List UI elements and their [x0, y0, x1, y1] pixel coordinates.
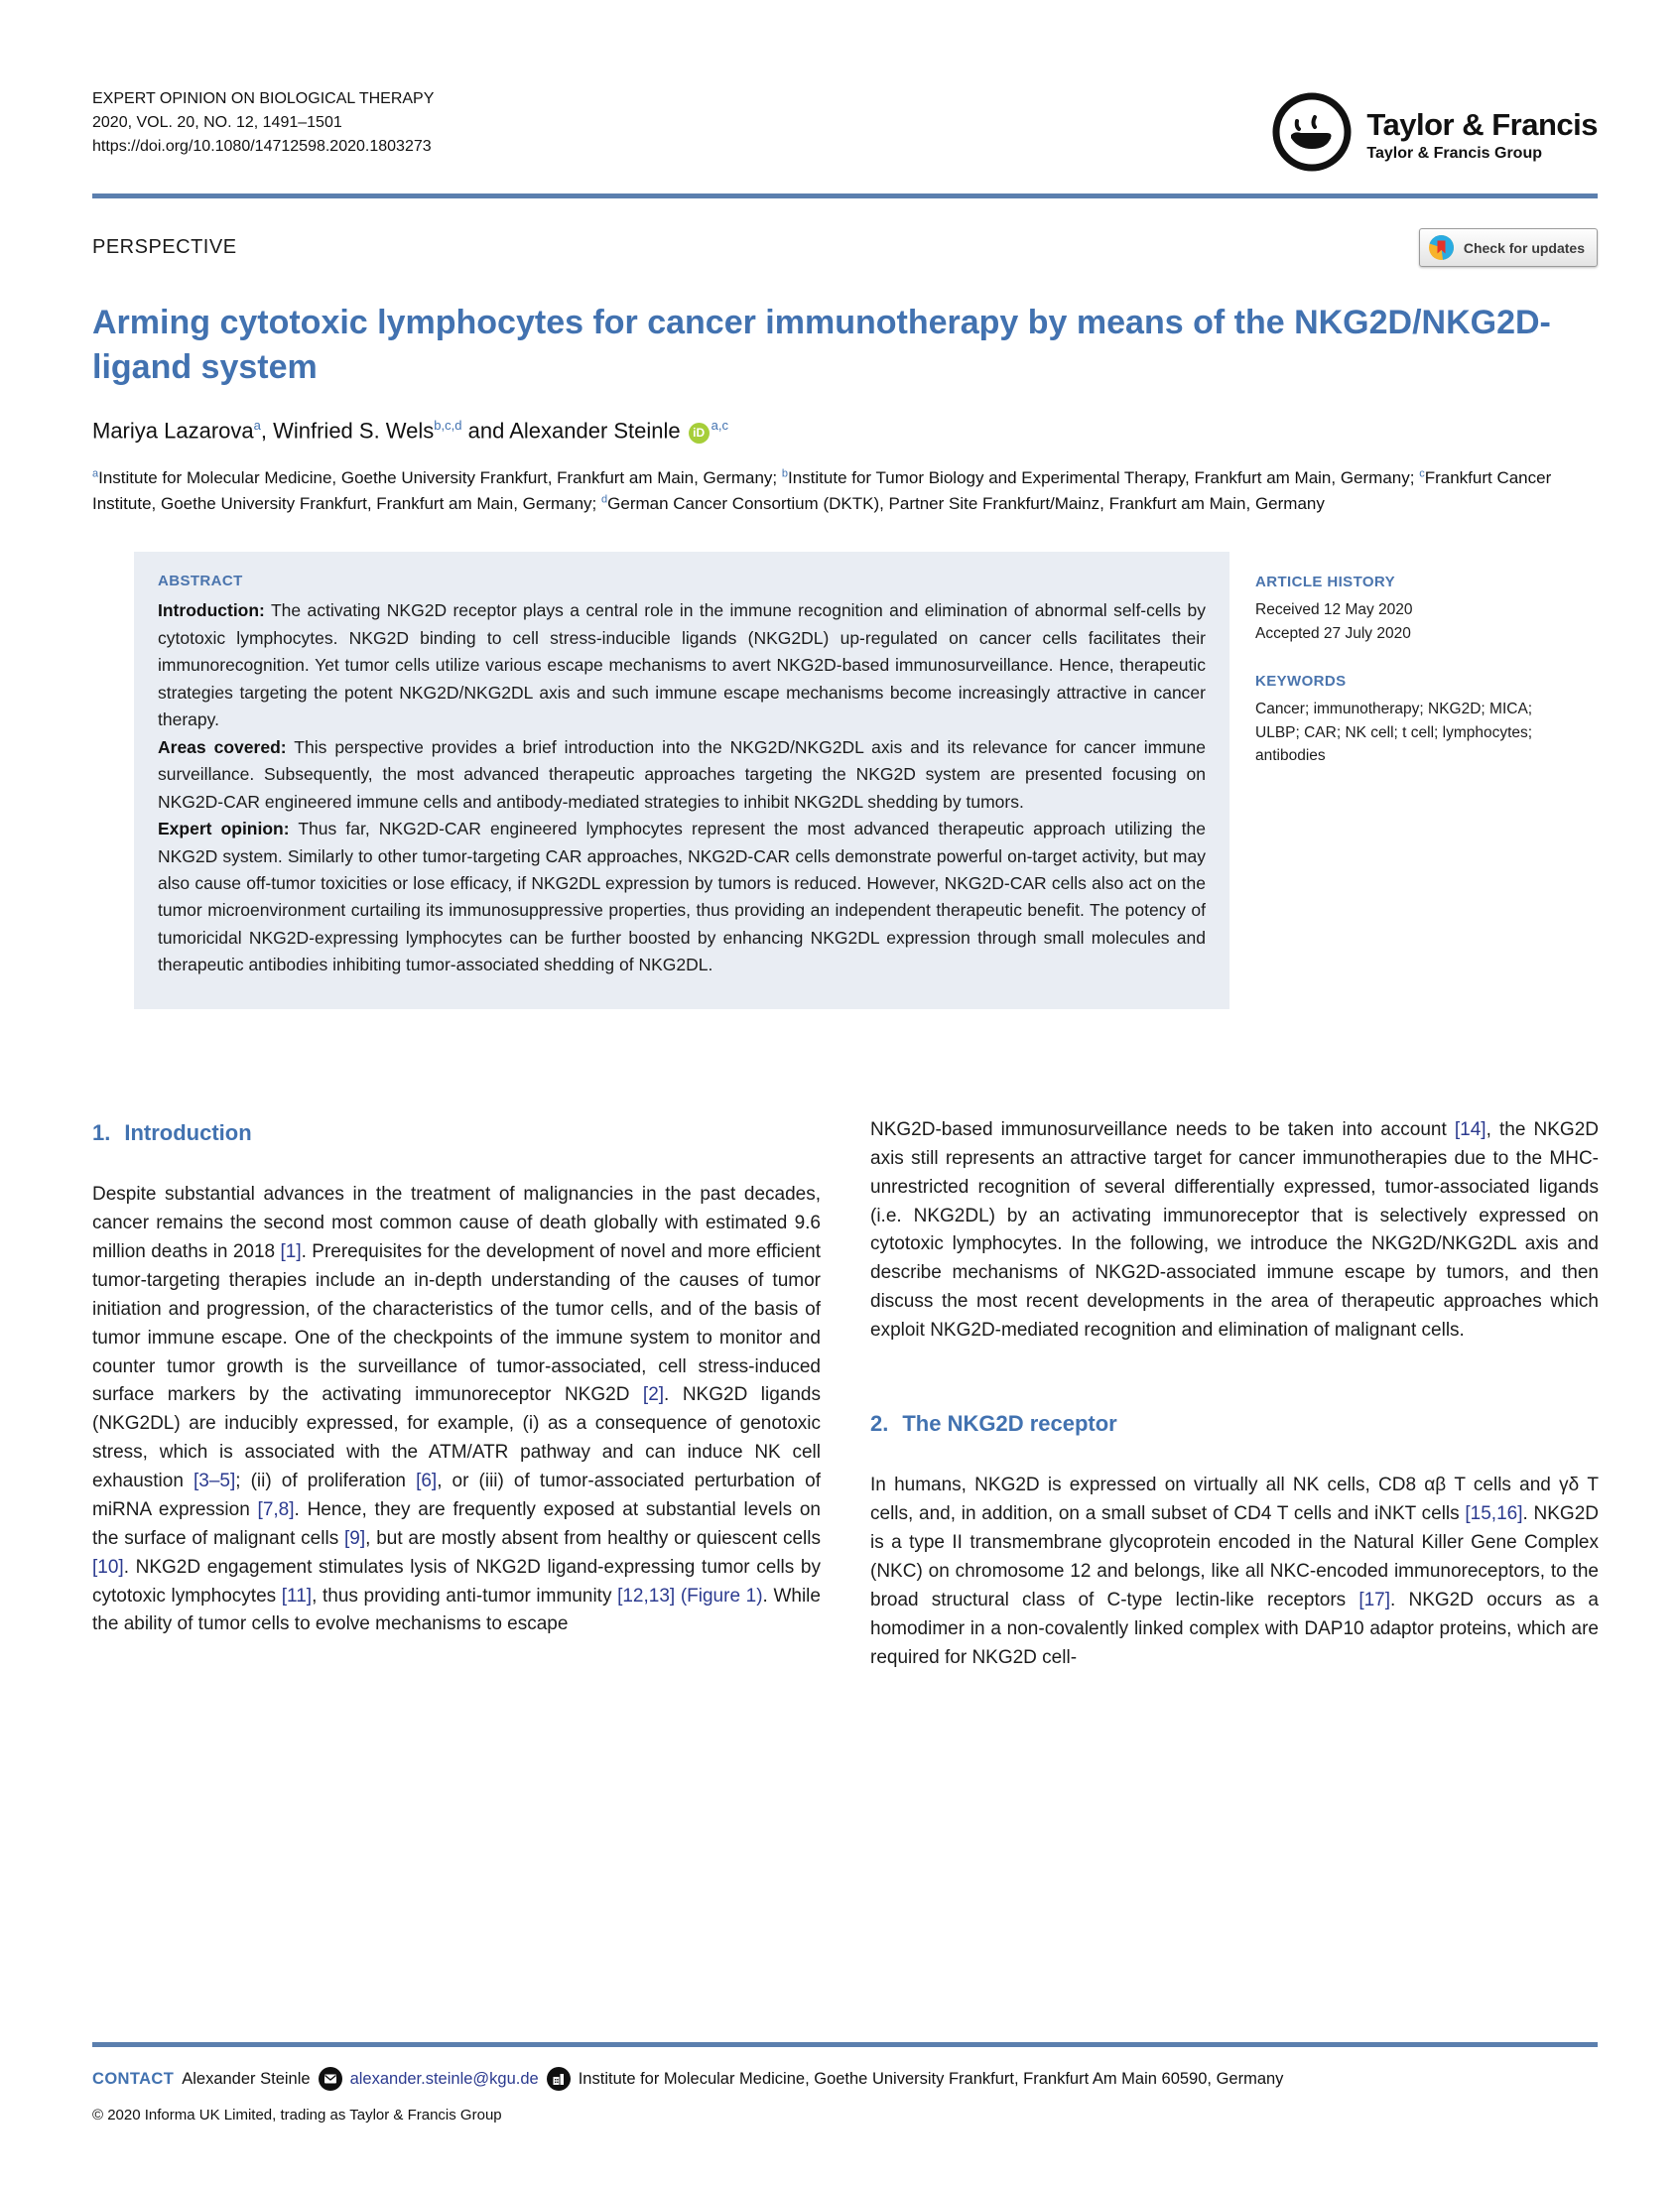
section-2-title: The NKG2D receptor: [902, 1410, 1117, 1436]
affiliation-sup: a: [92, 467, 99, 480]
right-column: [870, 1116, 1599, 1673]
publisher-wordmark: [1366, 107, 1598, 163]
abstract-paragraph: Expert opinion: Thus far, NKG2D-CAR engineered lymphocytes represent the most advanced therapeutic approach utilizing the NKG2D system. Similarly to other tumor-targeting CAR approaches, NKG2D-CAR cells demonstrate powerful on-target activity, but may also cause off-tumor toxicities or lose efficacy, if NKG2DL expression by tumors is reduced. However, NKG2D-CAR cells also act on the tumor microenvironment curtailing its immunosuppressive properties, thus providing an independent therapeutic benefit. The potency of tumoricidal NKG2D-expressing lymphocytes can be further boosted by enhancing NKG2DL expression through small molecules and therapeutic antibodies inhibiting tumor-associated shedding of NKG2DL.: [158, 819, 1207, 975]
email-icon: [319, 2067, 342, 2091]
page-header: [92, 87, 1598, 178]
citation-link[interactable]: [15,16]: [1465, 1503, 1523, 1525]
keywords-list: Cancer; immunotherapy; NKG2D; MICA; ULBP; CAR; NK cell; t cell; lymphocytes; antibodies: [1255, 701, 1533, 764]
taylor-francis-logo-icon: [1271, 91, 1353, 178]
contact-label: CONTACT: [92, 2069, 175, 2088]
doi-link[interactable]: https://doi.org/10.1080/14712598.2020.1803273: [92, 138, 432, 155]
section-2-paragraph: In humans, NKG2D is expressed on virtually all NK cells, CD8 αβ T cells and γδ T cells, and, in addition, on a small subset of CD4 T cells and iNKT cells [15,16]. NKG2D is a type II transmembrane glycoprotein encoded in the Natural Killer Gene Complex (NKC) on chromosome 12 and belongs, like all NKC-encoded immunoreceptors, to the broad structural class of C-type lectin-like receptors [17]. NKG2D occurs as a homodimer in a non-covalently linked complex with DAP10 adaptor proteins, which are required for NKG2D cell-: [870, 1475, 1599, 1668]
citation-link[interactable]: [17]: [1358, 1589, 1391, 1610]
left-column: [92, 1116, 821, 1673]
page-footer: [92, 2042, 1598, 2124]
contact-address: Institute for Molecular Medicine, Goethe University Frankfurt, Frankfurt Am Main 60590, Germany: [578, 2069, 1284, 2088]
keywords-block: [1255, 671, 1553, 767]
citation-link[interactable]: [7,8]: [257, 1498, 295, 1520]
contact-email-link[interactable]: alexander.steinle@kgu.de: [349, 2069, 539, 2088]
contact-name: Alexander Steinle: [182, 2069, 311, 2088]
column-spacer: [870, 1346, 1599, 1407]
affiliation-sup: d: [601, 493, 608, 506]
publisher-name: Taylor & Francis: [1366, 106, 1598, 142]
author-affiliation-sup: a: [253, 417, 261, 433]
article-info-sidebar: [1255, 552, 1553, 1009]
article-type-label: PERSPECTIVE: [92, 236, 237, 258]
citation-link[interactable]: [14]: [1454, 1118, 1486, 1140]
journal-title: EXPERT OPINION ON BIOLOGICAL THERAPY: [92, 90, 435, 107]
section-2-heading: [870, 1407, 1599, 1440]
orcid-icon[interactable]: iD: [689, 423, 710, 444]
article-title: Arming cytotoxic lymphocytes for cancer immunotherapy by means of the NKG2D/NKG2D-ligand system: [92, 304, 1551, 386]
section-1-title: Introduction: [124, 1119, 252, 1145]
citation-link[interactable]: [10]: [92, 1556, 124, 1578]
citation-link[interactable]: (Figure 1): [680, 1585, 763, 1607]
check-for-updates-button[interactable]: [1419, 228, 1598, 267]
accepted-date: Accepted 27 July 2020: [1255, 624, 1411, 642]
copyright-notice: © 2020 Informa UK Limited, trading as Taylor & Francis Group: [92, 2107, 502, 2124]
abstract-box: [134, 552, 1229, 1009]
citation-link[interactable]: [2]: [642, 1384, 665, 1406]
check-for-updates-label: Check for updates: [1463, 239, 1585, 256]
crossmark-icon: [1428, 234, 1455, 261]
citation-link[interactable]: [11]: [281, 1585, 313, 1607]
citation-link[interactable]: [3–5]: [193, 1471, 236, 1492]
contact-line: [92, 2067, 1598, 2091]
author-name: Mariya Lazarova: [92, 418, 254, 444]
citation-link[interactable]: [6]: [416, 1471, 438, 1492]
footer-divider: [92, 2042, 1598, 2047]
author-line: Mariya Lazarova$^a$, Winfried S. Wels$^{b,c,d}$ and Alexander Steinle iD$^{a,c}$: [92, 417, 728, 444]
publisher-group: Taylor & Francis Group: [1366, 144, 1542, 162]
building-icon: [547, 2067, 571, 2091]
abstract-paragraphs: [158, 597, 1206, 979]
journal-issue: 2020, VOL. 20, NO. 12, 1491–1501: [92, 114, 342, 131]
section-1-paragraph: Despite substantial advances in the treatment of malignancies in the past decades, cancer remains the second most common cause of death globally with estimated 9.6 million deaths in 2018 [1]. Prerequisites for the development of novel and more efficient tumor-targeting therapies include an in-depth understanding of the causes of tumor initiation and progression, of the characteristics of the tumor cells, and of the basis of tumor immune escape. One of the checkpoints of the immune system to monitor and counter tumor growth is the surveillance of tumor-associated, cell stress-induced surface markers by the activating immunoreceptor NKG2D [2]. NKG2D ligands (NKG2DL) are inducibly expressed, for example, (i) as a consequence of genotoxic stress, which is associated with the ATM/ATR pathway and can induce NK cell exhaustion [3–5]; (ii) of proliferation [6], or (iii) of tumor-associated perturbation of miRNA expression [7,8]. Hence, they are frequently exposed at substantial levels on the surface of malignant cells [9], but are mostly absent from healthy or quiescent cells [10]. NKG2D engagement stimulates lysis of NKG2D ligand-expressing tumor cells by cytotoxic lymphocytes [11], thus providing anti-tumor immunity [12,13] (Figure 1). While the ability of tumor cells to evolve mechanisms to escape: [92, 1184, 821, 1635]
header-divider: [92, 193, 1598, 198]
received-date: Received 12 May 2020: [1255, 601, 1413, 619]
section-2-number: 2.: [870, 1410, 889, 1436]
abstract-heading: ABSTRACT: [158, 572, 243, 589]
citation-link[interactable]: [12,13]: [617, 1585, 676, 1607]
section-1-number: 1.: [92, 1119, 111, 1145]
affiliation-sup: c: [1419, 467, 1425, 480]
publisher-brand: [1271, 91, 1598, 178]
section-1-heading: [92, 1116, 821, 1149]
abstract-paragraph: Areas covered: This perspective provides a brief introduction into the NKG2D/NKG2DL axis and its relevance for cancer immune surveillance. Subsequently, the most advanced therapeutic approaches targeting the NKG2D system are presented focusing on NKG2D-CAR engineered immune cells and antibody-mediated strategies to inhibit NKG2DL shedding by tumors.: [158, 736, 1206, 812]
citation-link[interactable]: [9]: [344, 1527, 366, 1549]
affiliations: $^a$Institute for Molecular Medicine, Goethe University Frankfurt, Frankfurt am Main, Germany; $^b$Institute for Tumor Biology and Experimental Therapy, Frankfurt am Main, Germany; $^c$Frankfurt Cancer Institute, Goethe University Frankfurt, Frankfurt am Main, Germany; $^d$German Cancer Consortium (DKTK), Partner Site Frankfurt/Mainz, Frankfurt am Main, Germany: [92, 467, 1552, 514]
article-history-block: [1255, 572, 1553, 645]
abstract-paragraph: Introduction: The activating NKG2D receptor plays a central role in the immune recognition and elimination of abnormal self-cells by cytotoxic lymphocytes. NKG2D binding to cell stress-inducible ligands (NKG2DL) up-regulated on cancer cells facilitates their immunorecognition. Yet tumor cells utilize various escape mechanisms to avert NKG2D-based immunosurveillance. Hence, therapeutic strategies targeting the potent NKG2D/NKG2DL axis and such immune escape mechanisms become increasingly attractive in cancer therapy.: [158, 600, 1206, 730]
section-1-paragraph-continued: NKG2D-based immunosurveillance needs to be taken into account [14], the NKG2D axis still represents an attractive target for cancer immunotherapies due to the MHC-unrestricted recognition of several differentially expressed, tumor-associated ligands (i.e. NKG2DL) by an activating immunoreceptor that is selectively expressed on cytotoxic lymphocytes. In the following, we introduce the NKG2D/NKG2DL axis and describe mechanisms of NKG2D-associated immune escape by tumors, and then discuss the most recent developments in the area of therapeutic approaches which exploit NKG2D-mediated recognition and elimination of malignant cells.: [870, 1118, 1599, 1341]
author-name: Winfried S. Wels: [273, 418, 435, 444]
author-affiliation-sup: a,c: [711, 417, 728, 433]
article-history-heading: ARTICLE HISTORY: [1255, 573, 1396, 590]
citation-link[interactable]: [1]: [280, 1241, 302, 1263]
keywords-heading: KEYWORDS: [1255, 672, 1347, 690]
author-name: Alexander Steinle: [509, 418, 681, 444]
journal-meta: [92, 87, 434, 159]
affiliation-sup: b: [781, 467, 788, 480]
author-affiliation-sup: b,c,d: [434, 417, 462, 433]
